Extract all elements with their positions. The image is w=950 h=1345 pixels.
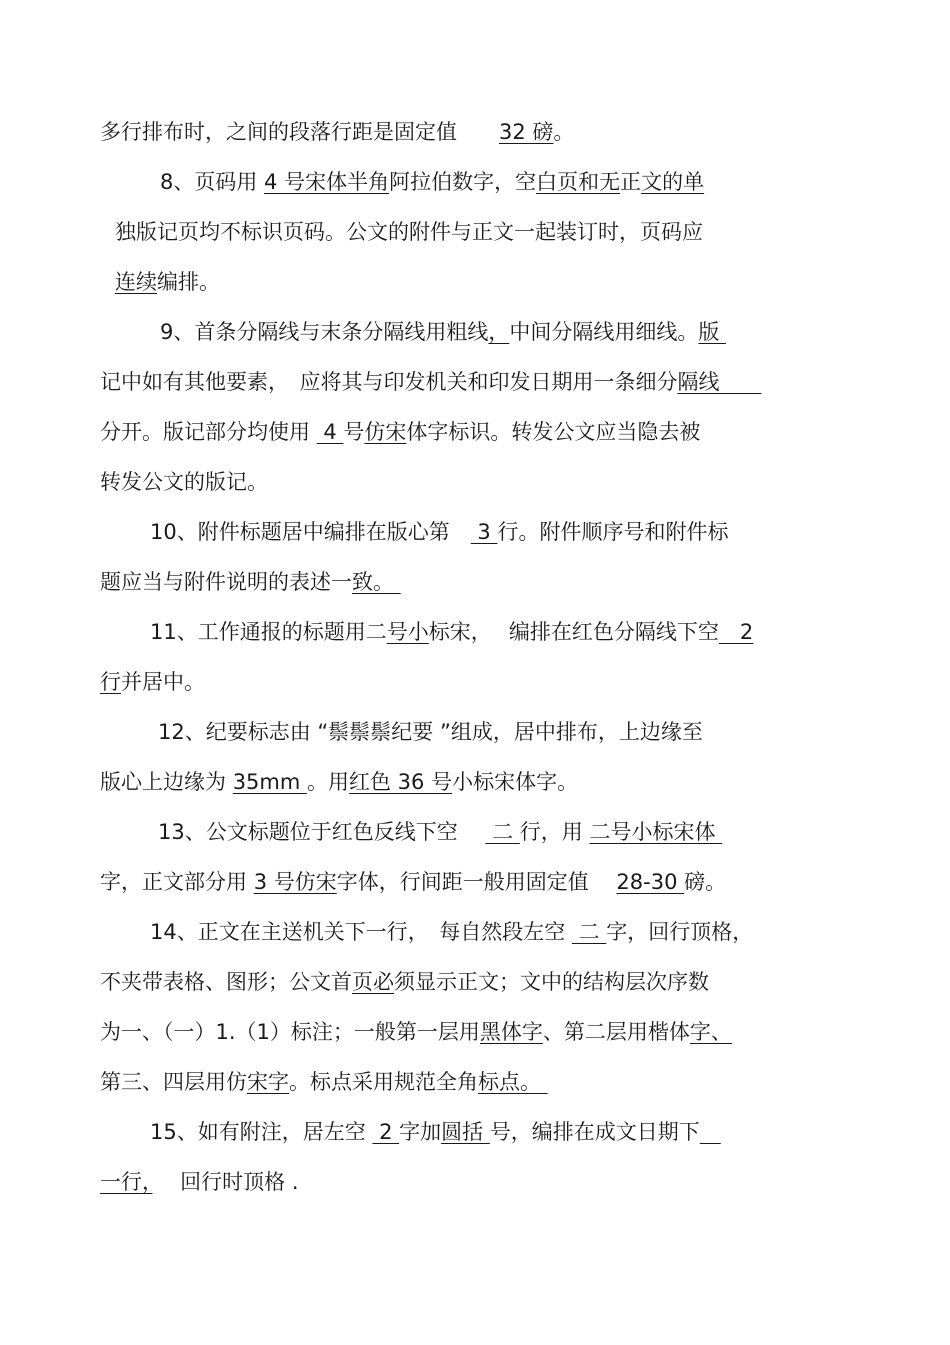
text-line bbox=[100, 568, 401, 596]
underlined-answer: ， bbox=[488, 320, 510, 344]
text-line bbox=[115, 268, 220, 296]
underlined-answer: 4 bbox=[316, 420, 344, 444]
underlined-answer: 3 bbox=[470, 520, 498, 544]
text-segment: 正 bbox=[620, 170, 642, 194]
text-segment: 阿拉伯数字，空 bbox=[389, 170, 537, 194]
text-segment: 11、工作通报的标题用二 bbox=[150, 620, 387, 644]
underlined-answer: 二号小标宋体 bbox=[589, 820, 723, 844]
text-segment: 体字标识。转发公文应当隐去被 bbox=[406, 420, 701, 444]
text-line bbox=[100, 768, 578, 796]
underlined-answer: 一行， bbox=[100, 1170, 153, 1194]
underlined-answer: 32 磅 bbox=[499, 120, 554, 144]
text-segment: 并居中。 bbox=[121, 670, 205, 694]
text-segment: 不夹带表格、图形；公文首 bbox=[100, 970, 352, 994]
text-segment: 编排。 bbox=[157, 270, 220, 294]
underlined-answer: 二 bbox=[485, 820, 520, 844]
text-segment: 转发公文的版记。 bbox=[100, 470, 268, 494]
text-line bbox=[100, 968, 709, 996]
text-segment: 。用 bbox=[307, 770, 349, 794]
underlined-answer: 行 bbox=[100, 670, 121, 694]
underlined-answer: 35mm bbox=[232, 770, 307, 794]
text-line bbox=[100, 1018, 732, 1046]
text-line bbox=[100, 868, 726, 896]
underlined-answer: 隔线 bbox=[677, 370, 762, 394]
underlined-answer: 版 bbox=[698, 320, 727, 344]
text-segment: 15、如有附注，居左空 bbox=[150, 1120, 373, 1144]
text-segment: 。 bbox=[553, 120, 575, 144]
text-segment: 9、首条分隔线与末条分隔线用粗线 bbox=[160, 320, 489, 344]
text-segment: 题应当与附件说明的表述一 bbox=[100, 570, 352, 594]
underlined-answer: 圆括 bbox=[441, 1120, 490, 1144]
underlined-answer: 白页和无 bbox=[536, 170, 621, 194]
text-segment: 小标宋体字。 bbox=[452, 770, 579, 794]
text-segment: 记中如有其他要素， 应将其与印发机关和印发日期用一条细分 bbox=[100, 370, 678, 394]
text-segment: 分开。版记部分均使用 bbox=[100, 420, 317, 444]
underlined-answer: 红色 36 号 bbox=[349, 770, 453, 794]
text-segment: 第三、四层用仿 bbox=[100, 1070, 247, 1094]
underlined-answer: 标点。 bbox=[478, 1070, 548, 1094]
text-segment: 8、页码用 bbox=[160, 170, 265, 194]
underlined-answer: 二 bbox=[571, 920, 607, 944]
text-line bbox=[150, 1118, 721, 1146]
text-segment: 12、纪要标志由 “鬃鬃鬃纪要 ”组成，居中排布，上边缘至 bbox=[158, 720, 703, 744]
text-line bbox=[100, 468, 268, 496]
text-segment: 14、正文在主送机关下一行， 每自然段左空 bbox=[150, 920, 572, 944]
text-line bbox=[160, 168, 704, 196]
text-line bbox=[100, 118, 574, 146]
text-line bbox=[115, 218, 703, 246]
underlined-answer: 4 号宋体半角 bbox=[264, 170, 390, 194]
text-segment: 字，回行顶格， bbox=[606, 920, 754, 944]
underlined-answer: 连续 bbox=[115, 270, 157, 294]
text-segment: 独版记页均不标识页码。公文的附件与正文一起装订时，页码应 bbox=[115, 220, 703, 244]
text-line bbox=[150, 518, 728, 546]
text-line bbox=[100, 418, 700, 446]
text-segment: 须显示正文；文中的结构层次序数 bbox=[394, 970, 709, 994]
underlined-answer: 2 bbox=[718, 620, 754, 644]
text-segment: 多行排布时，之间的段落行距是固定值 bbox=[100, 120, 499, 144]
text-segment: 10、附件标题居中编排在版心第 bbox=[150, 520, 471, 544]
text-segment: 磅。 bbox=[684, 870, 727, 894]
text-segment: 中间分隔线用细线。 bbox=[509, 320, 699, 344]
text-segment: 回行时顶格 . bbox=[152, 1170, 299, 1194]
underlined-answer bbox=[700, 1120, 721, 1144]
underlined-answer: 仿宋 bbox=[364, 420, 407, 444]
text-line bbox=[100, 1168, 299, 1196]
text-segment: 标宋， 编排在红色分隔线下空 bbox=[428, 620, 719, 644]
underlined-answer: 黑体字 bbox=[479, 1020, 543, 1044]
text-segment: 为一、（一）1.（1）标注；一般第一层用 bbox=[100, 1020, 480, 1044]
text-line bbox=[100, 1068, 548, 1096]
text-line bbox=[100, 668, 205, 696]
underlined-answer: 28-30 bbox=[616, 870, 685, 894]
underlined-answer: 3 号仿宋 bbox=[253, 870, 337, 894]
text-segment: 、第二层用楷体 bbox=[542, 1020, 690, 1044]
text-line bbox=[158, 818, 722, 846]
text-segment: 号，编排在成文日期下 bbox=[489, 1120, 700, 1144]
text-segment: 字加 bbox=[399, 1120, 442, 1144]
text-line bbox=[150, 618, 753, 646]
underlined-answer: 文的单 bbox=[641, 170, 705, 194]
underlined-answer: 致。 bbox=[352, 570, 401, 594]
underlined-answer: 页必 bbox=[352, 970, 394, 994]
text-line bbox=[100, 368, 762, 396]
text-segment: 13、公文标题位于红色反线下空 bbox=[158, 820, 486, 844]
text-line bbox=[160, 318, 726, 346]
underlined-answer: 号小 bbox=[386, 620, 429, 644]
underlined-answer: 字、 bbox=[689, 1020, 732, 1044]
text-segment: 。标点采用规范全角 bbox=[289, 1070, 478, 1094]
text-segment: 行，用 bbox=[519, 820, 590, 844]
text-line bbox=[158, 718, 703, 746]
text-segment: 号 bbox=[343, 420, 365, 444]
text-segment: 行。附件顺序号和附件标 bbox=[497, 520, 729, 544]
text-segment: 字，正文部分用 bbox=[100, 870, 254, 894]
text-line bbox=[150, 918, 753, 946]
underlined-answer: 宋字 bbox=[247, 1070, 289, 1094]
text-segment: 字体，行间距一般用固定值 bbox=[336, 870, 617, 894]
text-segment: 版心上边缘为 bbox=[100, 770, 233, 794]
underlined-answer: 2 bbox=[372, 1120, 400, 1144]
